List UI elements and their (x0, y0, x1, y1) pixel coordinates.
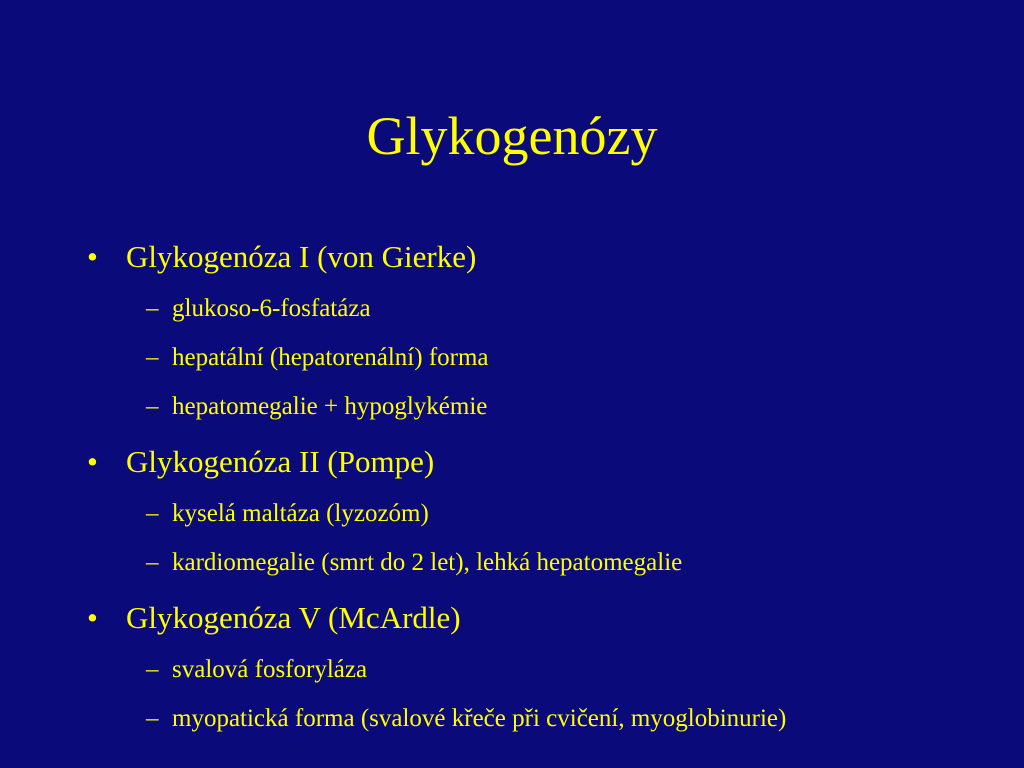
sub-bullet-text: myopatická forma (svalové křeče při cvičení, myoglobinurie) (172, 705, 787, 732)
sub-bullet-item (0, 645, 1024, 694)
sub-bullet-list (0, 489, 1024, 591)
bullet-row (0, 435, 1024, 489)
dash-icon: – (146, 344, 159, 371)
sub-bullet-text: kardiomegalie (smrt do 2 let), lehká hepatomegalie (172, 549, 683, 576)
bullet-item (0, 591, 1024, 747)
sub-bullet-item (0, 333, 1024, 382)
bullet-text: Glykogenóza I (von Gierke) (126, 239, 477, 274)
sub-bullet-item (0, 694, 1024, 743)
sub-bullet-text: glukoso-6-fosfatáza (172, 295, 371, 322)
sub-bullet-item (0, 489, 1024, 538)
sub-bullet-text: hepatální (hepatorenální) forma (172, 344, 489, 371)
bullet-text: Glykogenóza V (McArdle) (126, 600, 461, 635)
dash-icon: – (146, 705, 159, 732)
sub-bullet-text: svalová fosforyláza (172, 656, 368, 683)
bullet-item (0, 435, 1024, 591)
bullet-icon: • (87, 600, 98, 635)
dash-icon: – (146, 295, 159, 322)
sub-bullet-text: hepatomegalie + hypoglykémie (172, 393, 488, 420)
bullet-row (0, 230, 1024, 284)
slide-title: Glykogenózy (366, 106, 658, 166)
sub-bullet-text: kyselá maltáza (lyzozóm) (172, 500, 429, 527)
dash-icon: – (146, 393, 159, 420)
sub-bullet-list (0, 284, 1024, 435)
dash-icon: – (146, 549, 159, 576)
bullet-icon: • (87, 239, 98, 274)
bullet-list (0, 230, 1024, 747)
sub-bullet-item (0, 538, 1024, 587)
sub-bullet-list (0, 645, 1024, 747)
bullet-item (0, 230, 1024, 435)
dash-icon: – (146, 656, 159, 683)
sub-bullet-item (0, 382, 1024, 431)
bullet-row (0, 591, 1024, 645)
bullet-icon: • (87, 444, 98, 479)
sub-bullet-item (0, 284, 1024, 333)
bullet-text: Glykogenóza II (Pompe) (126, 444, 435, 479)
dash-icon: – (146, 500, 159, 527)
